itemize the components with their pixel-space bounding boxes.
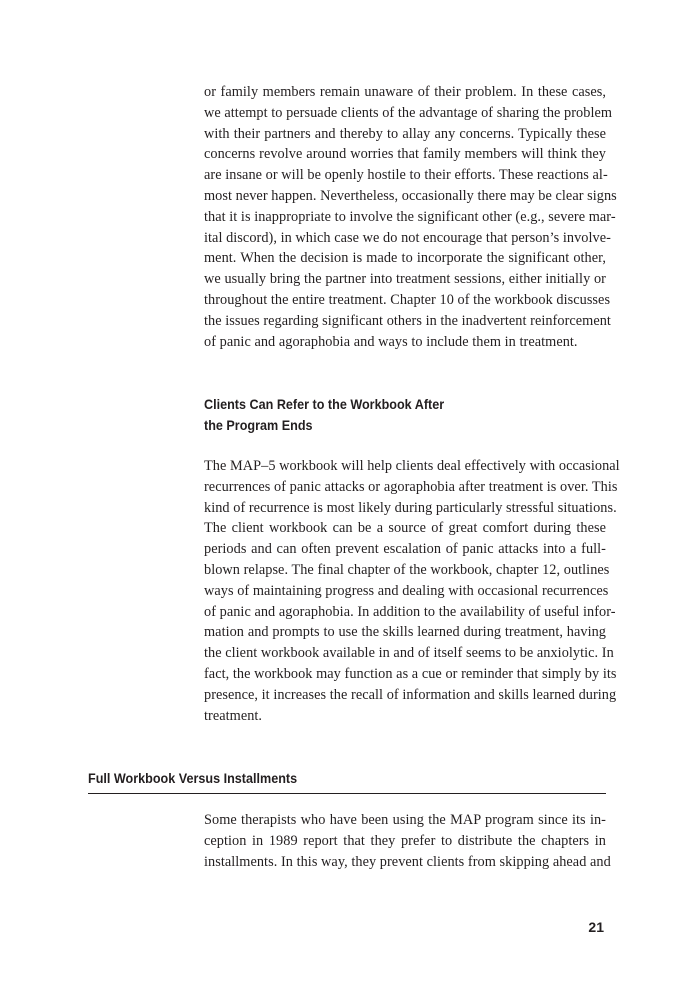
section-heading-full-workbook (88, 768, 606, 794)
paragraph-line: The client workbook can be a source of great comfort during these (204, 520, 606, 537)
paragraph-line: or family members remain unaware of their problem. In these cases, (204, 84, 606, 100)
paragraph-workbook-recurrences (204, 456, 620, 726)
paragraph-significant-others (204, 82, 617, 352)
paragraph-line: most never happen. Nevertheless, occasionally there may be clear signs (204, 187, 617, 204)
paragraph-line: of panic and agoraphobia. In addition to the availability of useful infor- (204, 603, 616, 620)
subheading-line: the Program Ends (204, 417, 313, 433)
paragraph-line: kind of recurrence is most likely during particularly stressful situations. (204, 499, 617, 516)
paragraph-line: ment. When the decision is made to incorporate the significant other, (204, 250, 606, 267)
paragraph-line: mation and prompts to use the skills learned during treatment, having (204, 624, 606, 641)
paragraph-line: are insane or will be openly hostile to their efforts. These reactions al- (204, 167, 608, 184)
paragraph-line: fact, the workbook may function as a cue or reminder that simply by its (204, 665, 617, 682)
paragraph-line: blown relapse. The final chapter of the workbook, chapter 12, outlines (204, 561, 610, 578)
paragraph-line: ways of maintaining progress and dealing with occasional recurrences (204, 582, 609, 599)
paragraph-line: with their partners and thereby to allay any concerns. Typically these (204, 125, 606, 142)
paragraph-line: throughout the entire treatment. Chapter 10 of the workbook discusses (204, 291, 611, 308)
paragraph-line: the issues regarding significant others in the inadvertent reinforcement (204, 312, 611, 329)
paragraph-line: installments. In this way, they prevent clients from skipping ahead and (204, 853, 611, 870)
page-number: 21 (588, 919, 604, 935)
paragraph-line: we usually bring the partner into treatment sessions, either initially or (204, 271, 606, 288)
paragraph-line: ital discord), in which case we do not encourage that person’s involve- (204, 229, 611, 246)
paragraph-line: presence, it increases the recall of information and skills learned during (204, 686, 617, 703)
paragraph-line: we attempt to persuade clients of the advantage of sharing the problem (204, 104, 613, 121)
paragraph-line: treatment. (204, 707, 263, 724)
paragraph-line: that it is inappropriate to involve the significant other (e.g., severe mar- (204, 208, 616, 225)
paragraph-line: Some therapists who have been using the MAP program since its in- (204, 812, 606, 828)
paragraph-line: The MAP–5 workbook will help clients deal effectively with occasional (204, 458, 620, 474)
paragraph-line: periods and can often prevent escalation of panic attacks into a full- (204, 541, 606, 558)
subheading-workbook-after-program (204, 394, 566, 436)
subheading-line: Clients Can Refer to the Workbook After (204, 396, 445, 412)
section-heading-text: Full Workbook Versus Installments (88, 770, 298, 786)
paragraph-line: concerns revolve around worries that family members will think they (204, 146, 606, 163)
paragraph-line: of panic and agoraphobia and ways to include them in treatment. (204, 333, 578, 350)
paragraph-line: ception in 1989 report that they prefer to distribute the chapters in (204, 832, 606, 849)
paragraph-line: the client workbook available in and of itself seems to be anxiolytic. In (204, 645, 614, 662)
paragraph-line: recurrences of panic attacks or agoraphobia after treatment is over. This (204, 478, 618, 495)
paragraph-installments (204, 810, 611, 872)
